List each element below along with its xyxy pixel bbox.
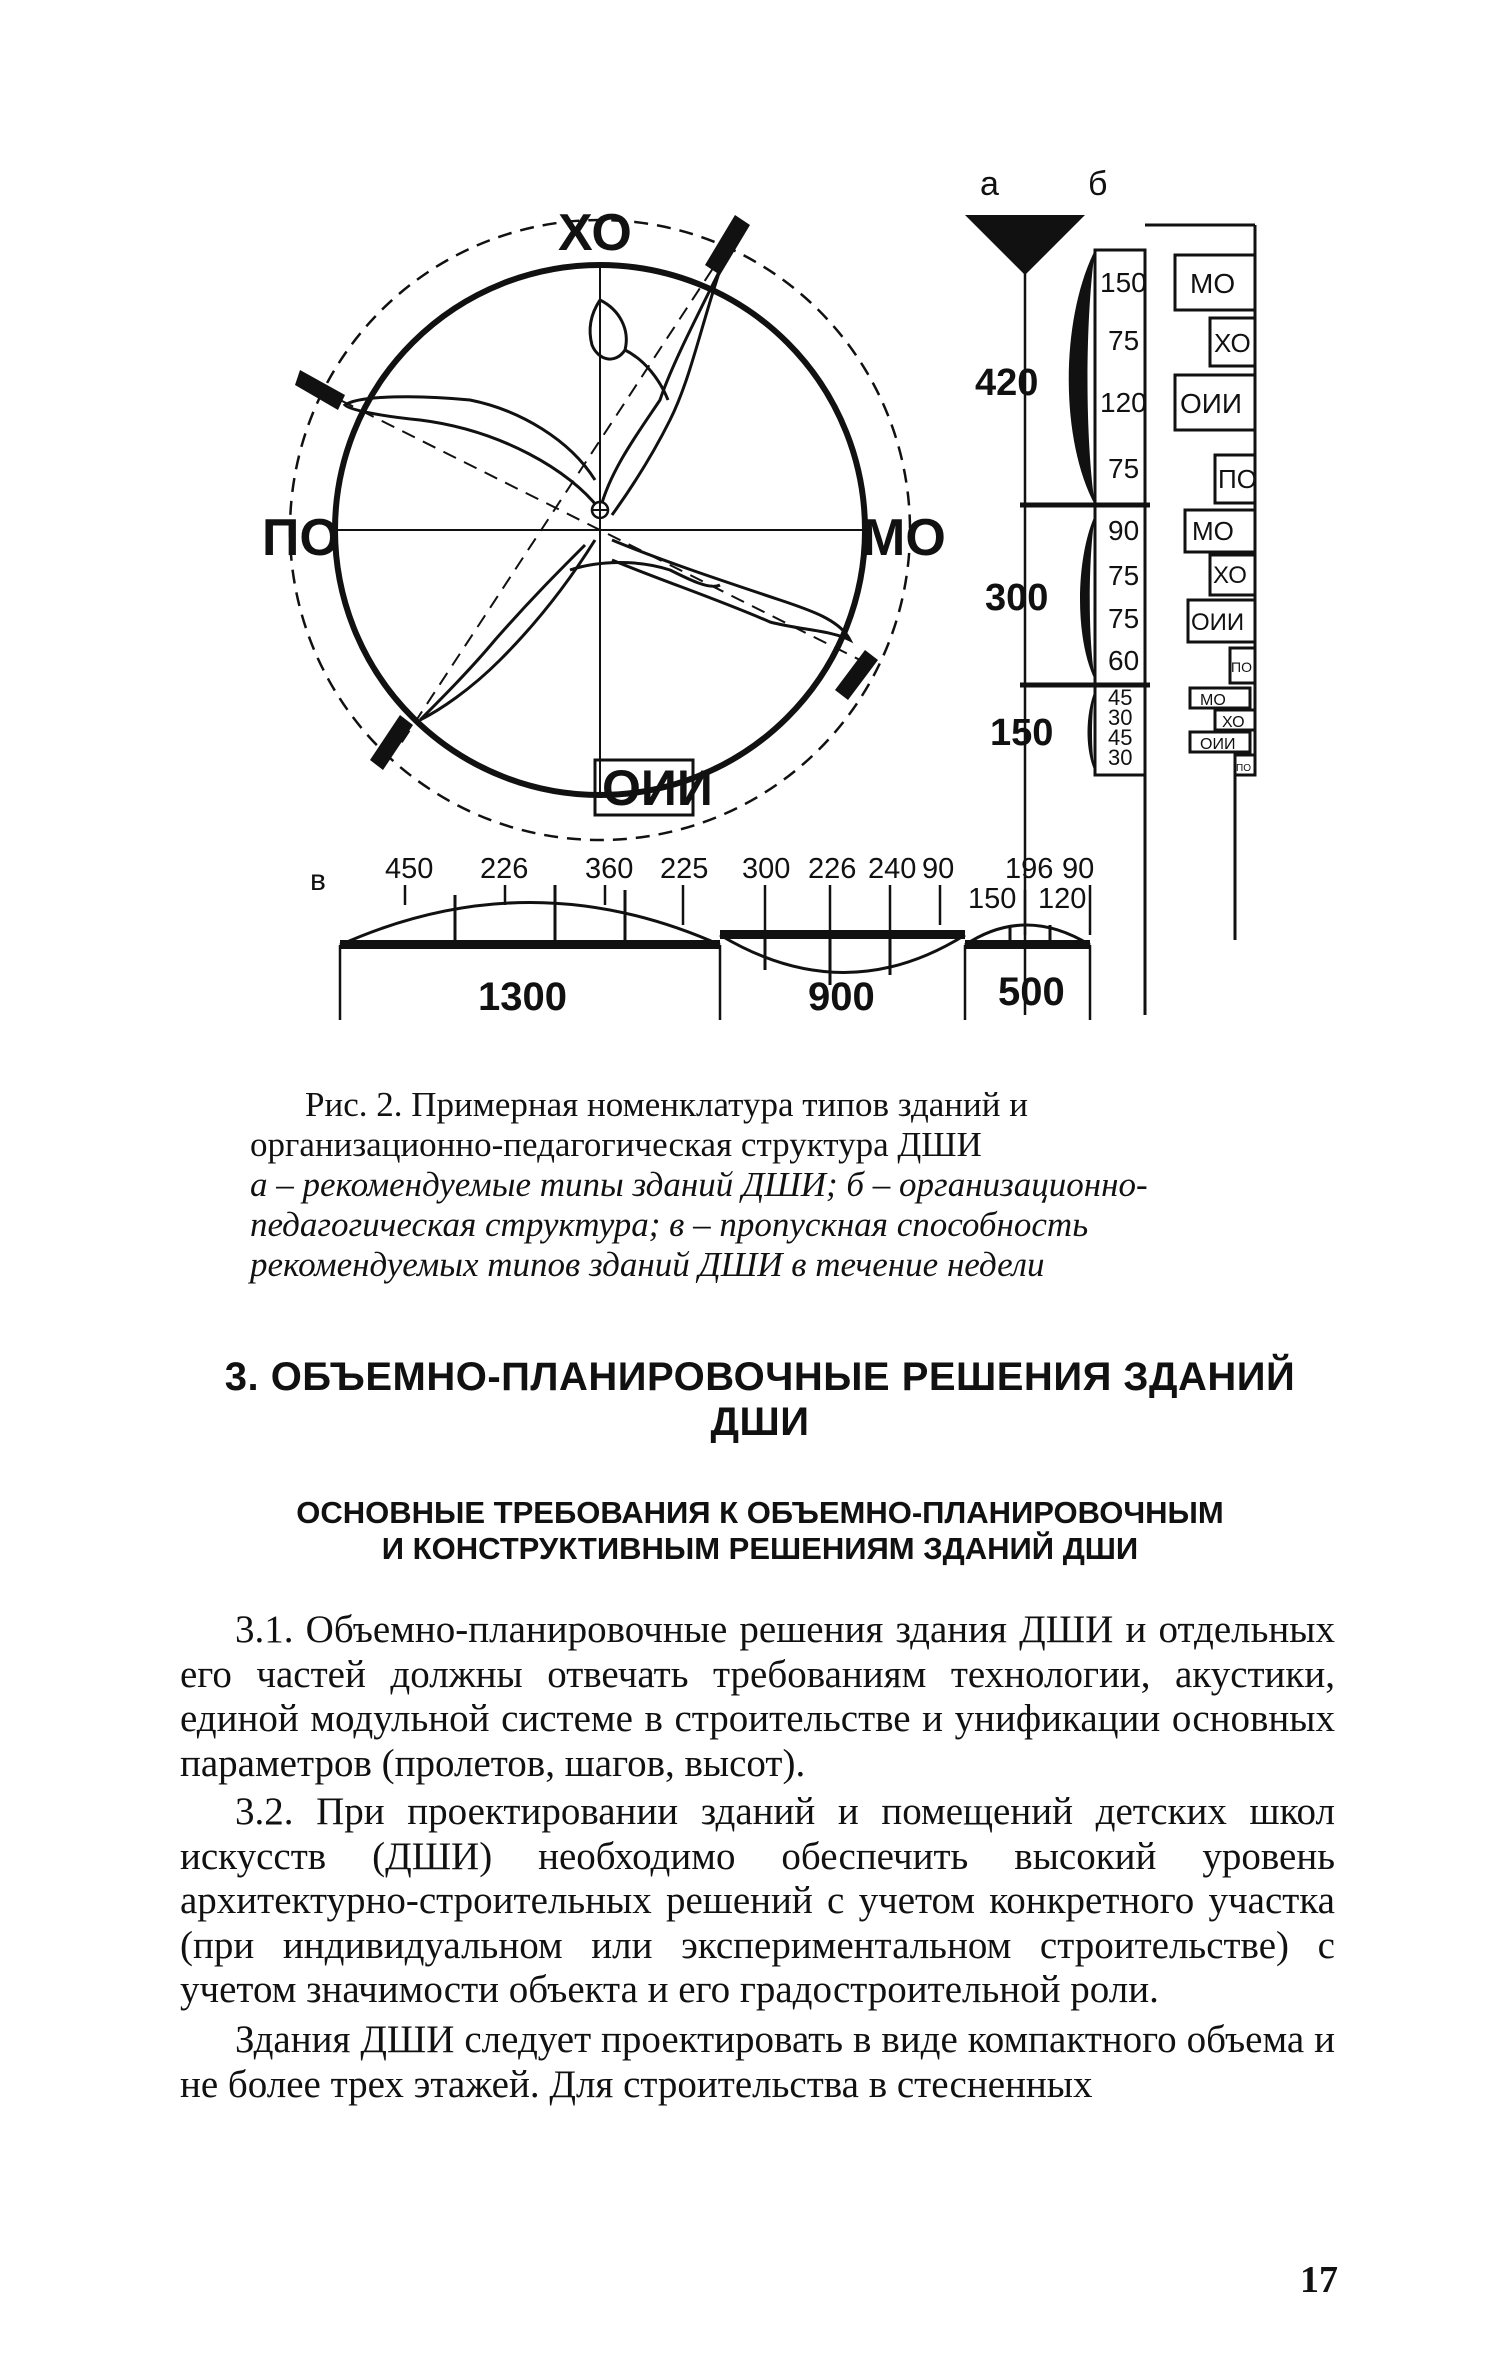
figure-caption-note: а – рекомендуемые типы зданий ДШИ; б – организационно-педагогическая структура; в – пропускная способность рекомендуемых типов зданий ДШИ в течение недели [250,1165,1148,1284]
subheading-line-2: И КОНСТРУКТИВНЫМ РЕШЕНИЯМ ЗДАНИЙ ДШИ [381,1531,1139,1566]
scale-num: 75 [1108,453,1140,484]
diagonal-dashed-2 [400,250,725,745]
bottom-num: 360 [585,853,634,885]
bottom-num: 90 [1062,853,1095,885]
scale-num: 75 [1108,603,1140,634]
bottom-num: 150 [968,883,1017,915]
col-b-label: б [1088,165,1108,203]
box-label: МО [1200,692,1226,709]
label-po: ПО [262,509,340,567]
bottom-dividers [340,945,1090,1020]
bottom-num: 226 [808,853,857,885]
scale-num: 120 [1100,387,1147,418]
label-oii: ОИИ [602,760,713,816]
box-label: ХО [1222,714,1245,731]
scale-num: 75 [1108,325,1140,356]
section-heading: 3. ОБЪЕМНО-ПЛАНИРОВОЧНЫЕ РЕШЕНИЯ ЗДАНИЙ ДШИ [224,1355,1296,1444]
diagonal-dashed-1 [320,390,860,660]
box-label: ПО [1218,464,1257,494]
col-v-label: в [310,864,326,897]
total-1300: 1300 [478,975,567,1019]
bottom-num: 226 [480,853,529,885]
bottom-num: 225 [660,853,709,885]
bottom-num: 90 [922,853,955,885]
scale-num: 150 [1100,267,1147,298]
big-number-420: 420 [975,362,1039,404]
lens-300 [1080,515,1095,680]
scale-numbers [1100,267,1147,770]
figure-diagram [0,0,1500,1060]
box-label: МО [1190,268,1236,299]
structure-box-labels [1180,268,1257,774]
figure-caption-title: Рис. 2. Примерная номенклатура типов зданий и организационно-педагогическая структура ДШИ [250,1085,1028,1164]
bottom-num: 300 [742,853,791,885]
bottom-num: 450 [385,853,434,885]
box-label: МО [1192,516,1234,546]
box-label: ХО [1213,562,1247,589]
bottom-num: 196 [1005,853,1054,885]
page-number: 17 [1300,2259,1338,2301]
box-label: ПО [1236,763,1251,774]
label-ho: ХО [558,204,632,262]
col-a-label: а [980,165,999,203]
big-number-300: 300 [985,577,1049,619]
bottom-bar-1 [340,940,720,949]
bottom-bar-3 [965,940,1090,949]
scale-num: 45 [1108,725,1133,750]
box-label: ОИИ [1200,736,1236,753]
scale-num: 30 [1108,745,1133,770]
lens-420 [1069,250,1095,505]
bottom-num: 240 [868,853,917,885]
subheading-line-1: ОСНОВНЫЕ ТРЕБОВАНИЯ К ОБЪЕМНО-ПЛАНИРОВОЧНЫМ [296,1495,1224,1530]
big-number-150: 150 [990,712,1054,754]
scale-num: 90 [1108,515,1140,546]
scale-num: 75 [1108,560,1140,591]
paragraph-3-2: 3.2. При проектировании зданий и помещений детских школ искусств (ДШИ) необходимо обеспечить высокий уровень архитектурно-строительных решений с учетом конкретного участка (при индивидуальном или экспериментальном строительстве) с учетом значимости объекта и его градостроительной роли. [180,1790,1335,2011]
paragraph-3-1: 3.1. Объемно-планировочные решения здания ДШИ и отдельных его частей должны отвечать требованиям технологии, акустики, единой модульной системе в строительстве и унификации основных параметров (пролетов, шагов, высот). [180,1608,1335,1785]
total-900: 900 [808,975,875,1019]
total-500: 500 [998,970,1065,1014]
bottom-bar-2 [720,930,965,939]
scale-num: 30 [1108,705,1133,730]
col-a-funnel [965,215,1085,275]
scale-num: 45 [1108,685,1133,710]
scale-num: 60 [1108,645,1140,676]
paragraph-buildings: Здания ДШИ следует проектировать в виде компактного объема и не более трех этажей. Для строительства в стесненных [180,2018,1335,2106]
subheading [230,1495,1290,1567]
box-label: ОИИ [1180,388,1243,419]
box-label: ПО [1231,659,1252,675]
bottom-num: 120 [1038,883,1087,915]
box-label: ХО [1214,328,1251,358]
label-mo: МО [862,509,946,567]
box-label: ОИИ [1191,609,1245,636]
